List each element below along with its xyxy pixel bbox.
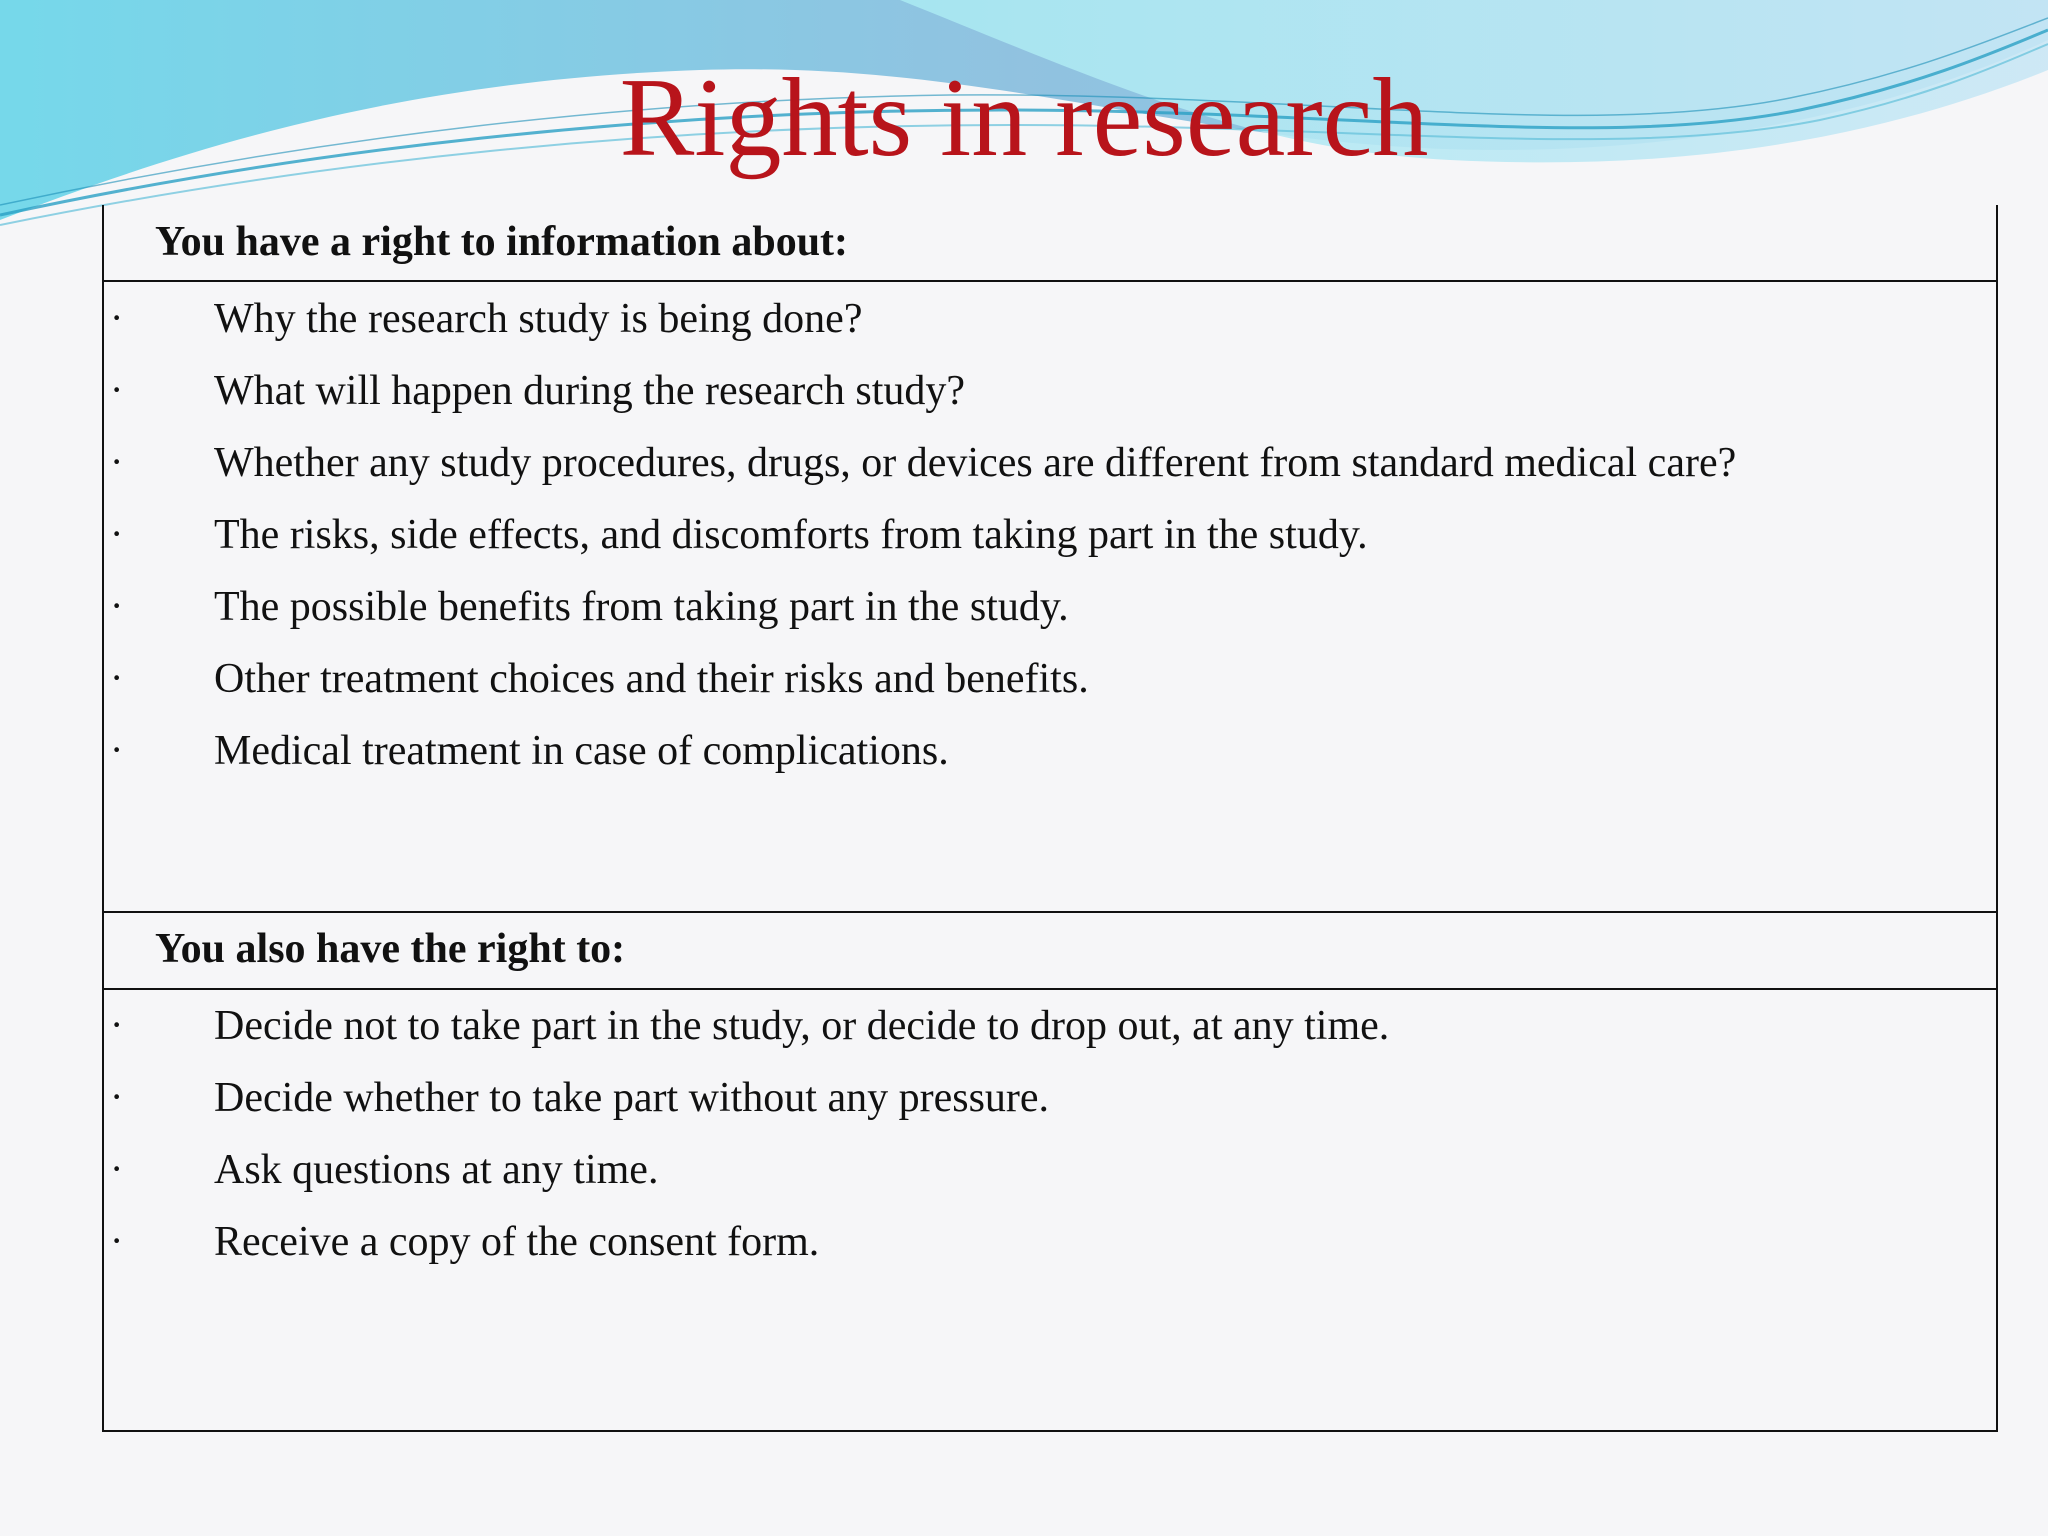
bullet-icon: · xyxy=(110,727,124,772)
bullet-icon: · xyxy=(110,1218,124,1263)
bullet-icon: · xyxy=(110,295,124,340)
list-item-text: Why the research study is being done? xyxy=(214,296,863,342)
list-item-text: The risks, side effects, and discomforts from taking part in the study. xyxy=(214,512,1368,558)
list-item-text: Decide whether to take part without any pressure. xyxy=(214,1075,1050,1121)
table-divider xyxy=(102,911,1998,913)
list-item-text: Ask questions at any time. xyxy=(214,1147,659,1193)
section-header-also-right: You also have the right to: xyxy=(155,926,626,972)
table-divider xyxy=(102,988,1998,990)
bullet-icon: · xyxy=(110,439,124,484)
bullet-icon: · xyxy=(110,367,124,412)
list-item-text: Receive a copy of the consent form. xyxy=(214,1219,820,1265)
list-item-text: Medical treatment in case of complications. xyxy=(214,728,949,774)
section-header-information: You have a right to information about: xyxy=(155,219,849,265)
list-item xyxy=(102,1218,1982,1281)
bullet-icon: · xyxy=(110,511,124,556)
list-item xyxy=(102,295,1982,358)
list-item xyxy=(102,1002,1982,1065)
list-item xyxy=(102,655,1982,718)
slide-title: Rights in research xyxy=(619,56,1429,180)
bullet-icon: · xyxy=(110,1002,124,1047)
list-item-text: The possible benefits from taking part in the study. xyxy=(214,584,1069,630)
bullet-icon: · xyxy=(110,1146,124,1191)
list-item xyxy=(102,583,1982,646)
bullet-icon: · xyxy=(110,1074,124,1119)
list-item-text: Other treatment choices and their risks and benefits. xyxy=(214,656,1089,702)
list-item xyxy=(102,727,1982,790)
list-item-text: What will happen during the research study? xyxy=(214,368,966,414)
list-item xyxy=(102,439,1982,502)
list-item xyxy=(102,511,1982,574)
list-item-text: Whether any study procedures, drugs, or devices are different from standard medical care? xyxy=(214,440,1737,486)
list-item xyxy=(102,367,1982,430)
table-divider xyxy=(102,280,1998,282)
list-item-text: Decide not to take part in the study, or decide to drop out, at any time. xyxy=(214,1003,1390,1049)
list-item xyxy=(102,1146,1982,1209)
bullet-icon: · xyxy=(110,583,124,628)
bullet-icon: · xyxy=(110,655,124,700)
list-item xyxy=(102,1074,1982,1137)
